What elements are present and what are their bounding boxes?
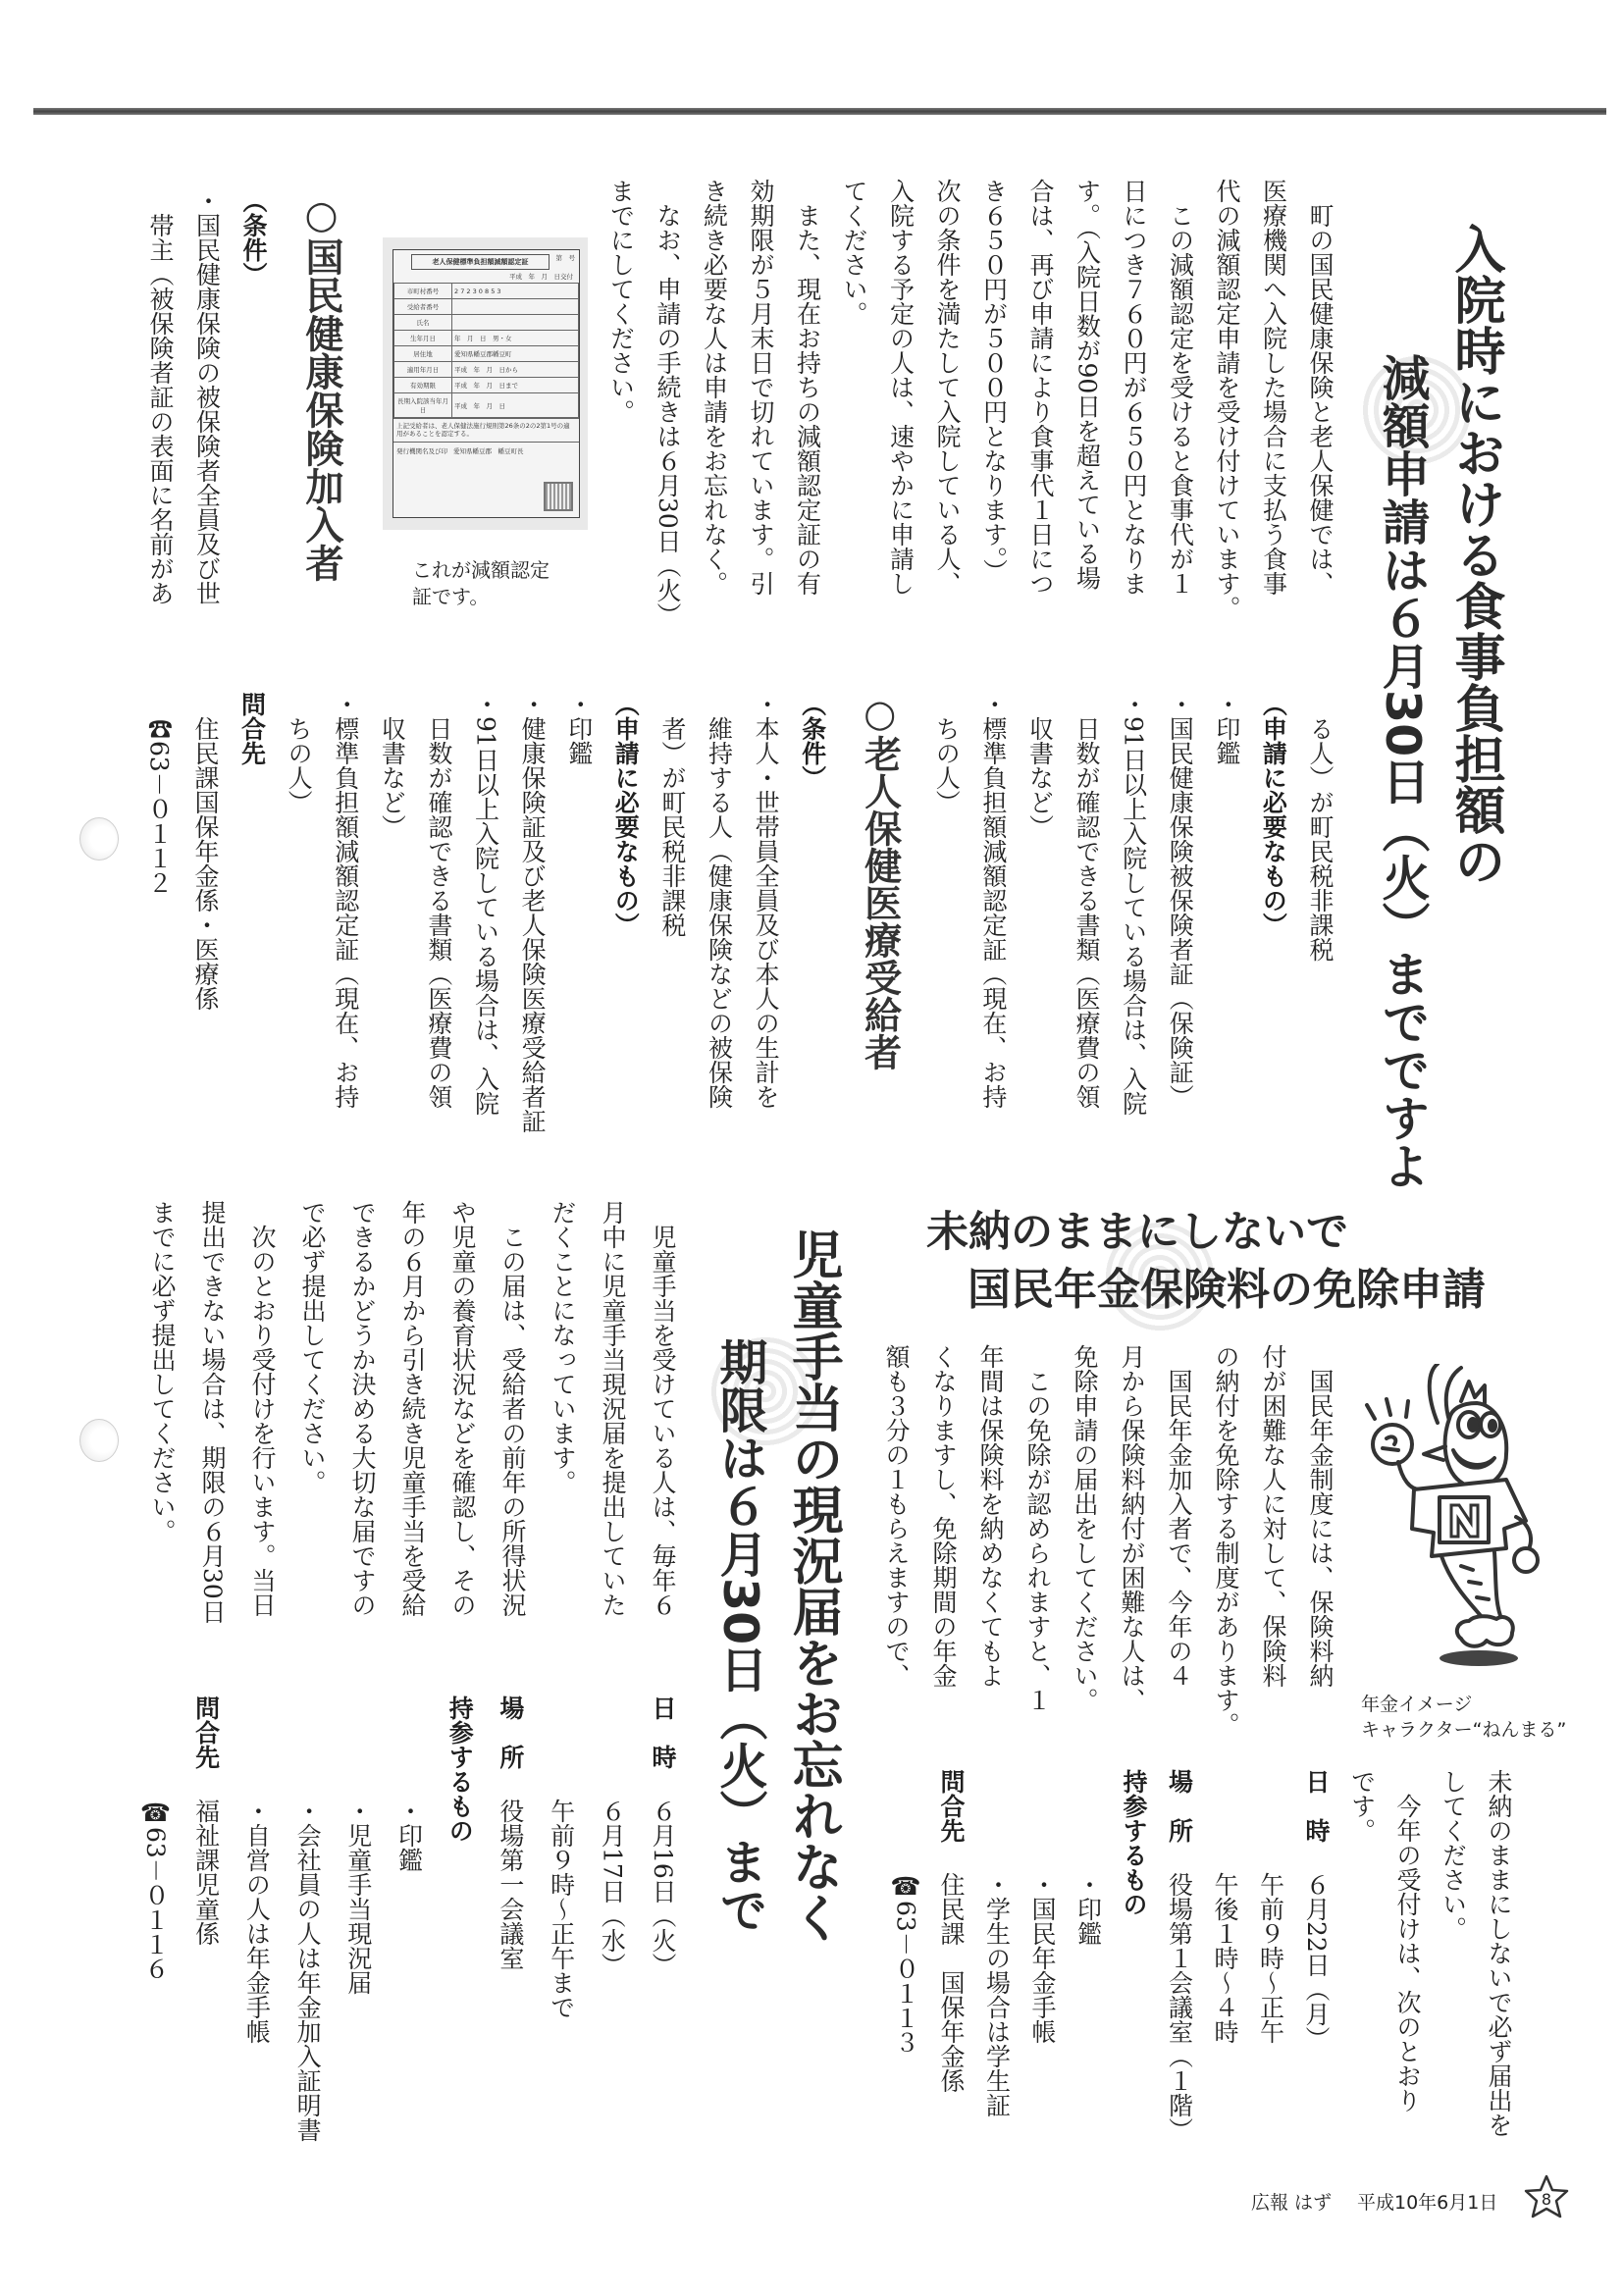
- info-value: 午後１時～４時: [1211, 1872, 1239, 2044]
- text-line: までにしてください。: [606, 179, 636, 424]
- text-line: き６５０円が５００円となります。）: [979, 179, 1009, 584]
- text-line: ☎63－０１１２: [144, 692, 174, 895]
- info-label: 問合先: [191, 1696, 221, 1769]
- cert-table: [393, 283, 579, 418]
- pension-headline-line2: 国民年金保険料の免除申請: [968, 1265, 1486, 1315]
- info-value: ６月22日（月）: [1302, 1872, 1331, 2051]
- pension-body-text: [872, 1344, 1343, 1737]
- text-line: 月から保険料納付が困難な人は、: [1118, 1344, 1146, 1712]
- text-line: この届は、受給者の前年の所得状況: [498, 1200, 527, 1617]
- certificate-caption-line1: これが減額認定: [412, 558, 550, 582]
- info-value: ・会社員の人は年金加入証明書: [293, 1799, 323, 2142]
- bold-label-line: （申請に必要なもの）: [611, 692, 641, 937]
- info-value: ６月16日（火）: [649, 1799, 677, 1977]
- text-line: ・本人・世帯員全員及び本人の生計を: [752, 692, 781, 1109]
- section-heading: ○老人保健医療受給者: [858, 692, 902, 1070]
- bold-label-line: （条件）: [798, 692, 827, 790]
- text-line: てください。: [840, 179, 868, 326]
- info-value: 午前９時～正午: [1256, 1872, 1285, 2044]
- child-title-line2: 期限は６月30日（火）まで: [712, 1337, 768, 1934]
- info-value: ☎63－０１１６: [140, 1799, 170, 1981]
- info-line: [1202, 1769, 1248, 2142]
- info-value: ・児童手当現況届: [343, 1799, 373, 1995]
- info-line: [434, 1696, 485, 2142]
- certificate-caption-line2: 証です。: [412, 585, 490, 608]
- text-line: 年間は保険料を納めなくてもよ: [976, 1344, 1005, 1688]
- cert-issued-date: 平成 年 月 日交付: [509, 273, 573, 281]
- cert-field-label: 適用年月日: [394, 362, 452, 378]
- text-line: で必ず提出してください。: [298, 1200, 327, 1494]
- cert-field-label: 居住地: [394, 346, 452, 362]
- info-value: ・印鑑: [394, 1799, 424, 1872]
- text-line: 提出できない場合は、期限の６月30日: [198, 1200, 227, 1624]
- info-value: 福祉課児童係: [191, 1799, 221, 1946]
- official-seal-icon: [544, 482, 573, 511]
- text-line: 今年の受付けは、次のとおり: [1393, 1769, 1422, 2113]
- text-line: だくことになっています。: [549, 1200, 577, 1494]
- info-line: [536, 1696, 587, 2142]
- text-line: き続き必要な人は申請をお忘れなく。: [700, 179, 729, 596]
- text-line: 医療機関へ入院した場合に支払う食事: [1259, 179, 1288, 596]
- meal-intro-text: [598, 179, 1343, 627]
- info-line: [973, 1769, 1020, 2142]
- text-line: 日数が確認できる書類（医療費の領: [1073, 692, 1102, 1109]
- text-line: 額も３分の１もらえますので、: [882, 1344, 911, 1688]
- text-line: ちの人）: [932, 692, 962, 814]
- cert-field-value: [452, 315, 579, 331]
- text-line: ・標準負担額減額認定証（現在、お持: [978, 692, 1008, 1109]
- info-value: ・自営の人は年金手帳: [242, 1799, 272, 2044]
- text-line: ・国民健康保険の被保険者全員及び世: [192, 188, 222, 605]
- text-line: 付が困難な人に対して、保険料: [1259, 1344, 1287, 1688]
- cert-field-value: 年 月 日 男・女: [452, 331, 579, 346]
- bold-label-line: 問合先: [237, 692, 267, 765]
- text-line: 年の６月から引き続き児童手当を受給: [398, 1200, 427, 1617]
- child-info-text: [130, 1696, 688, 2142]
- cert-note: 上記受給者は、老人保健法施行規則第26条の2の2第1号の適用があることを認定する。: [393, 418, 579, 442]
- text-line: ・印鑑: [1212, 692, 1241, 765]
- cert-field-value: 愛知県幡豆郡幡豆町: [452, 346, 579, 362]
- text-line: また、現在お持ちの減額認定証の有: [793, 179, 822, 596]
- text-line: ・91日以上入院している場合は、入院: [1119, 692, 1148, 1116]
- info-label: 場 所: [496, 1696, 525, 1769]
- info-value: ・学生の場合は学生証: [982, 1872, 1012, 2117]
- info-line: [928, 1769, 974, 2142]
- pension-info-text: [882, 1769, 1521, 2142]
- page-number-star-icon: [1524, 2174, 1569, 2219]
- info-value: ・印鑑: [1073, 1872, 1103, 1946]
- info-value: ・国民年金手帳: [1028, 1872, 1057, 2044]
- text-line: くなりますし、免除期間の年金: [929, 1344, 958, 1688]
- bold-label-line: （条件）: [239, 188, 268, 287]
- info-line: [384, 1696, 435, 2142]
- text-line: 日につき７６０円が６５０円となりま: [1120, 179, 1148, 596]
- info-label: 問合先: [937, 1769, 966, 1843]
- cert-field-label: 市町村番号: [394, 284, 452, 299]
- cert-issuer-label: 発行機関名及び印: [396, 446, 447, 455]
- text-line: 効期限が５月末日で切れています。引: [747, 179, 775, 596]
- info-line: [1247, 1769, 1293, 2142]
- meal-title-line2: 減額申請は６月30日（火）までですよ: [1375, 353, 1431, 1190]
- text-line: 帯主（被保険者証の表面に名前があ: [146, 188, 175, 605]
- info-line: [232, 1696, 283, 2142]
- info-value: 役場第一会議室: [496, 1799, 525, 1970]
- cert-field-value: 平成 年 月 日から: [452, 362, 579, 378]
- text-line: 未納のままにしないで必ず届出を: [1485, 1769, 1513, 2137]
- text-line: できるかどうか決める大切な届ですの: [348, 1200, 377, 1617]
- reduction-certificate-image: [383, 237, 588, 530]
- text-line: 国民年金加入者で、今年の４: [1165, 1344, 1193, 1688]
- footer-publication: 広報 はず: [1251, 2192, 1333, 2214]
- info-line: [333, 1696, 384, 2142]
- cert-field-label: 受給者番号: [394, 299, 452, 315]
- text-line: ・国民健康保険被保険者証（保険証）: [1166, 692, 1195, 1109]
- child-title-line1: 児童手当の現況届をお忘れなく: [783, 1228, 842, 1943]
- text-line: この減額認定を受けると食事代が１: [1166, 179, 1195, 596]
- binder-hole-icon: [79, 817, 119, 861]
- meal-requirements-text: [135, 692, 1343, 1133]
- binder-hole-icon: [79, 1419, 119, 1462]
- cert-field-value: 平成 年 月 日まで: [452, 378, 579, 393]
- info-line: [1111, 1769, 1157, 2142]
- info-line: [587, 1696, 638, 2142]
- cert-field-label: 生年月日: [394, 331, 452, 346]
- text-line: 日数が確認できる書類（医療費の領: [424, 692, 453, 1109]
- text-line: 児童手当を受けている人は、毎年６: [649, 1200, 677, 1617]
- cert-field-label: 有効期限: [394, 378, 452, 393]
- text-line: してください。: [1439, 1769, 1468, 1941]
- info-value: ☎63－０１１３: [891, 1872, 920, 2055]
- cert-field-label: 氏名: [394, 315, 452, 331]
- nenmaru-mascot-icon: [1359, 1364, 1555, 1668]
- info-value: 午前９時～正午まで: [547, 1799, 576, 2019]
- info-label: 場 所: [1165, 1769, 1194, 1843]
- text-line: 維持する人（健康保険などの被保険: [705, 692, 734, 1109]
- text-line: 住民課国保年金係・医療係: [190, 692, 220, 1011]
- text-line: や児童の養育状況などを確認し、その: [448, 1200, 477, 1617]
- kokuho-heading: ○国民健康保険加入者: [299, 193, 343, 582]
- bold-label-line: （申請に必要なもの）: [1259, 692, 1288, 937]
- text-line: ・標準負担額減額認定証（現在、お持: [331, 692, 360, 1109]
- info-label: 持参するもの: [1120, 1769, 1148, 1916]
- mascot-caption-line2: キャラクター“ねんまる”: [1361, 1719, 1567, 1741]
- info-label: 持参するもの: [445, 1696, 475, 1843]
- info-line: [1156, 1769, 1202, 2142]
- info-line: [882, 1769, 928, 2142]
- cert-field-value: [452, 299, 579, 315]
- text-line: です。: [1347, 1769, 1377, 1843]
- meal-title-line1: 入院時における食事負担額の: [1445, 223, 1504, 886]
- cert-number: 第 号: [555, 254, 575, 262]
- pension-headline-line1: 未納のままにしないで: [926, 1208, 1348, 1257]
- text-line: 国民年金制度には、保険料納: [1306, 1344, 1335, 1688]
- info-line: [181, 1696, 232, 2142]
- info-label: 日 時: [649, 1696, 677, 1769]
- text-line: までに必ず提出してください。: [148, 1200, 177, 1543]
- text-line: 免除申請の届出をしてください。: [1071, 1344, 1099, 1712]
- info-value: ６月17日（水）: [598, 1799, 627, 1977]
- mascot-caption-line1: 年金イメージ: [1361, 1694, 1473, 1715]
- info-line: [282, 1696, 333, 2142]
- cert-field-label: 長期入院該当年月日: [394, 393, 452, 418]
- child-body-text: [137, 1200, 688, 1624]
- text-line: 次のとおり受付けを行います。当日: [248, 1200, 277, 1617]
- text-line: ちの人）: [285, 692, 314, 814]
- kokuho-conditions: [137, 188, 278, 605]
- text-line: 代の減額認定申請を受け付けています。: [1213, 179, 1241, 620]
- text-line: 町の国民健康保険と老人保健では、: [1306, 179, 1335, 596]
- text-line: なお、申請の手続きは６月30日（火）: [654, 179, 682, 627]
- text-line: 合は、再び申請により食事代１日につ: [1026, 179, 1055, 596]
- info-line: [637, 1696, 688, 2142]
- text-line: す。（入院日数が90日を超えている場: [1073, 179, 1102, 591]
- text-line: 次の条件を満たして入院している人、: [933, 179, 962, 596]
- text-line: 月中に児童手当現況届を提出していた: [599, 1200, 627, 1617]
- info-line: [130, 1696, 181, 2142]
- info-value: 役場第１会議室（１階）: [1165, 1872, 1194, 2142]
- cert-issuer: 愛知県幡豆郡 幡豆町長: [453, 446, 524, 455]
- page-number: 8: [1541, 2190, 1552, 2209]
- top-divider-rule: [33, 108, 1606, 115]
- text-line: る人）が町民税非課税: [1306, 692, 1335, 962]
- info-line: [1065, 1769, 1111, 2142]
- cert-title: 老人保健標準負担額減額認定証: [411, 254, 550, 270]
- text-line: 収書など）: [378, 692, 407, 839]
- info-line: [485, 1696, 536, 2142]
- text-line: 収書など）: [1025, 692, 1055, 839]
- info-value: 住民課 国保年金係: [937, 1872, 966, 2093]
- text-line: ・91日以上入院している場合は、入院: [471, 692, 500, 1116]
- text-line: この免除が認められますと、１: [1023, 1344, 1052, 1712]
- info-line: [1020, 1769, 1066, 2142]
- info-label: 日 時: [1302, 1769, 1331, 1843]
- text-line: ・印鑑: [564, 692, 594, 765]
- info-line: [1293, 1769, 1339, 2142]
- text-line: の納付を免除する制度があります。: [1212, 1344, 1240, 1737]
- footer-date: 平成10年6月1日: [1357, 2192, 1498, 2214]
- cert-field-value: 2 7 2 3 0 8 5 3: [452, 284, 579, 299]
- text-line: 者）が町民税非課税: [657, 692, 687, 937]
- text-line: 入院する予定の人は、速やかに申請し: [886, 179, 916, 596]
- cert-field-value: 平成 年 月 日: [452, 393, 579, 418]
- text-line: ・健康保険証及び老人保険医療受給者証: [518, 692, 548, 1133]
